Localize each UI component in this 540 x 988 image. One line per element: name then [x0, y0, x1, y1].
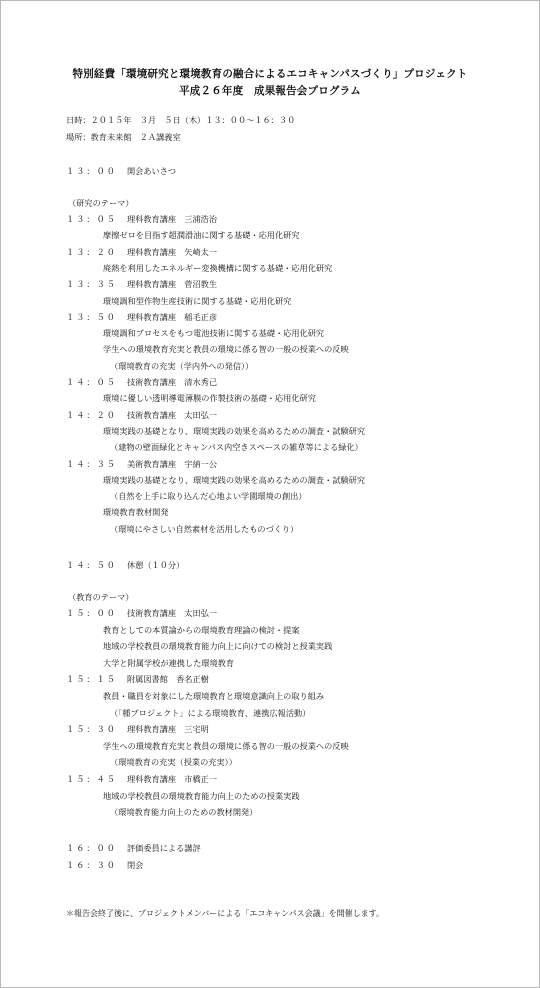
entry-topic: （「種プロジェクト」による環境教育、連携広報活動） — [110, 707, 311, 718]
entry-time: １５：４５ — [66, 774, 117, 784]
schedule-entry — [66, 608, 217, 619]
entry-speaker: 理科教育講座 三浦浩治 — [126, 214, 218, 224]
entry-topic: 環境に優しい透明導電薄膜の作製技術の基礎・応用化研究 — [103, 393, 316, 404]
entry-topic: 環境調和プロセスをもつ電池技術に関する基礎・応用化研究 — [103, 328, 325, 339]
date-line: 日時：２０１５年 ３月 ５日（木）１３：００〜１６：３０ — [66, 115, 296, 125]
schedule-entry — [66, 279, 217, 290]
entry-time: １３：０５ — [66, 214, 117, 224]
footnote: ＊報告会終了後に、プロジェクトメンバーによる「エコキャンパス会議」を開催します。 — [66, 909, 384, 918]
review-item — [66, 843, 201, 854]
entry-topic: 環境教育教材開発 — [103, 507, 169, 518]
entry-speaker: 理科教育講座 市橋正一 — [126, 774, 218, 784]
document-subtitle: 平成２６年度 成果報告会プログラム — [179, 85, 361, 97]
education-header: （教育のテーマ） — [68, 592, 134, 602]
schedule-entry — [66, 410, 217, 421]
entry-speaker: 附属図書館 香名正樹 — [126, 674, 209, 685]
entry-topic: （環境教育の充実（授業の充実）） — [110, 757, 237, 768]
entry-topic: 学生への環境教育充実と教員の環境に係る智の一般の授業への反映 — [103, 344, 349, 355]
entry-time: １３：５０ — [66, 311, 117, 322]
entry-topic: 環境実践の基礎となり、環境実践の効果を高めるための調査・試験研究 — [103, 474, 366, 485]
entry-time: １５：１５ — [66, 674, 117, 685]
schedule-entry — [66, 459, 217, 470]
schedule-entry — [66, 247, 217, 258]
entry-topic: （自然を上手に取り込んだ心地よい学園環境の創出） — [110, 491, 307, 502]
closing-item — [66, 860, 143, 871]
entry-speaker: 理科教育講座 菅沼教生 — [126, 279, 218, 290]
opening-label: 開会あいさつ — [126, 166, 177, 176]
document-title: 特別経費「環境研究と環境教育の融合によるエコキャンパスづくり」プロジェクト — [72, 68, 468, 80]
closing-label: 閉会 — [126, 860, 144, 870]
entry-speaker: 技術教育講座 太田弘一 — [126, 608, 218, 618]
entry-time: １４：３５ — [66, 458, 117, 469]
entry-topic: 大学と附属学校が連携した環境教育 — [103, 657, 235, 668]
review-time: １６：００ — [66, 843, 117, 853]
entry-topic: （建物の壁面緑化とキャンパス内空きスペースの雑草等による緑化） — [110, 442, 363, 453]
break-item — [66, 560, 184, 571]
entry-time: １４：０５ — [66, 377, 117, 387]
entry-speaker: 理科教育講座 稲毛正彦 — [126, 311, 218, 322]
schedule-entry — [66, 214, 217, 225]
schedule-entry — [66, 674, 209, 685]
research-header: （研究のテーマ） — [68, 198, 134, 208]
opening-time: １３：００ — [66, 166, 117, 176]
schedule-entry — [66, 774, 217, 785]
entry-topic: 摩擦ゼロを目指す超潤滑油に関する基礎・応用化研究 — [103, 230, 300, 241]
entry-speaker: 美術教育講座 宇納一公 — [126, 458, 218, 469]
entry-time: １５：００ — [66, 608, 117, 618]
entry-topic: 地域の学校教員の環境教育能力向上に向けての検討と授業実践 — [103, 641, 333, 652]
break-time: １４：５０ — [66, 560, 117, 570]
entry-topic: 教育としての本質論からの環境教育理論の検討・提案 — [103, 624, 300, 635]
entry-topic: 廃熱を利用したエネルギー変換機構に関する基礎・応用化研究 — [103, 262, 333, 273]
schedule-entry — [66, 724, 209, 735]
entry-time: １３：３５ — [66, 279, 117, 290]
entry-topic: 教員・職員を対象にした環境教育と環境意識向上の取り組み — [103, 691, 325, 701]
entry-topic: 環境実践の基礎となり、環境実践の効果を高めるための調査・試験研究 — [103, 425, 366, 436]
entry-time: １３：２０ — [66, 246, 117, 257]
closing-time: １６：３０ — [66, 860, 117, 870]
entry-speaker: 理科教育講座 矢崎太一 — [126, 246, 218, 257]
schedule-entry — [66, 312, 217, 323]
schedule-entry — [66, 377, 217, 388]
entry-speaker: 技術教育講座 太田弘一 — [126, 409, 218, 420]
review-label: 評価委員による講評 — [126, 843, 201, 853]
entry-time: １４：２０ — [66, 409, 117, 420]
entry-topic: （環境にやさしい自然素材を活用したものづくり） — [110, 523, 299, 534]
break-label: 休憩（１０分） — [126, 560, 185, 570]
entry-topic: （環境教育の充実（学内外への発信）） — [110, 360, 254, 371]
opening-item — [66, 166, 176, 177]
entry-speaker: 理科教育講座 三宅明 — [126, 724, 209, 735]
entry-topic: 学生への環境教育充実と教員の環境に係る智の一般の授業への反映 — [103, 740, 349, 751]
place-line: 場所：教育未来館 ２Ａ講義室 — [66, 132, 181, 142]
entry-speaker: 技術教育講座 清水秀己 — [126, 377, 218, 387]
entry-topic: 環境調和型作物生産技術に関する基礎・応用化研究 — [103, 295, 292, 306]
entry-topic: （環境教育能力向上のための教材開発） — [110, 807, 258, 818]
entry-time: １５：３０ — [66, 724, 117, 735]
entry-topic: 地域の学校教員の環境教育能力向上のための授業実践 — [103, 790, 300, 801]
